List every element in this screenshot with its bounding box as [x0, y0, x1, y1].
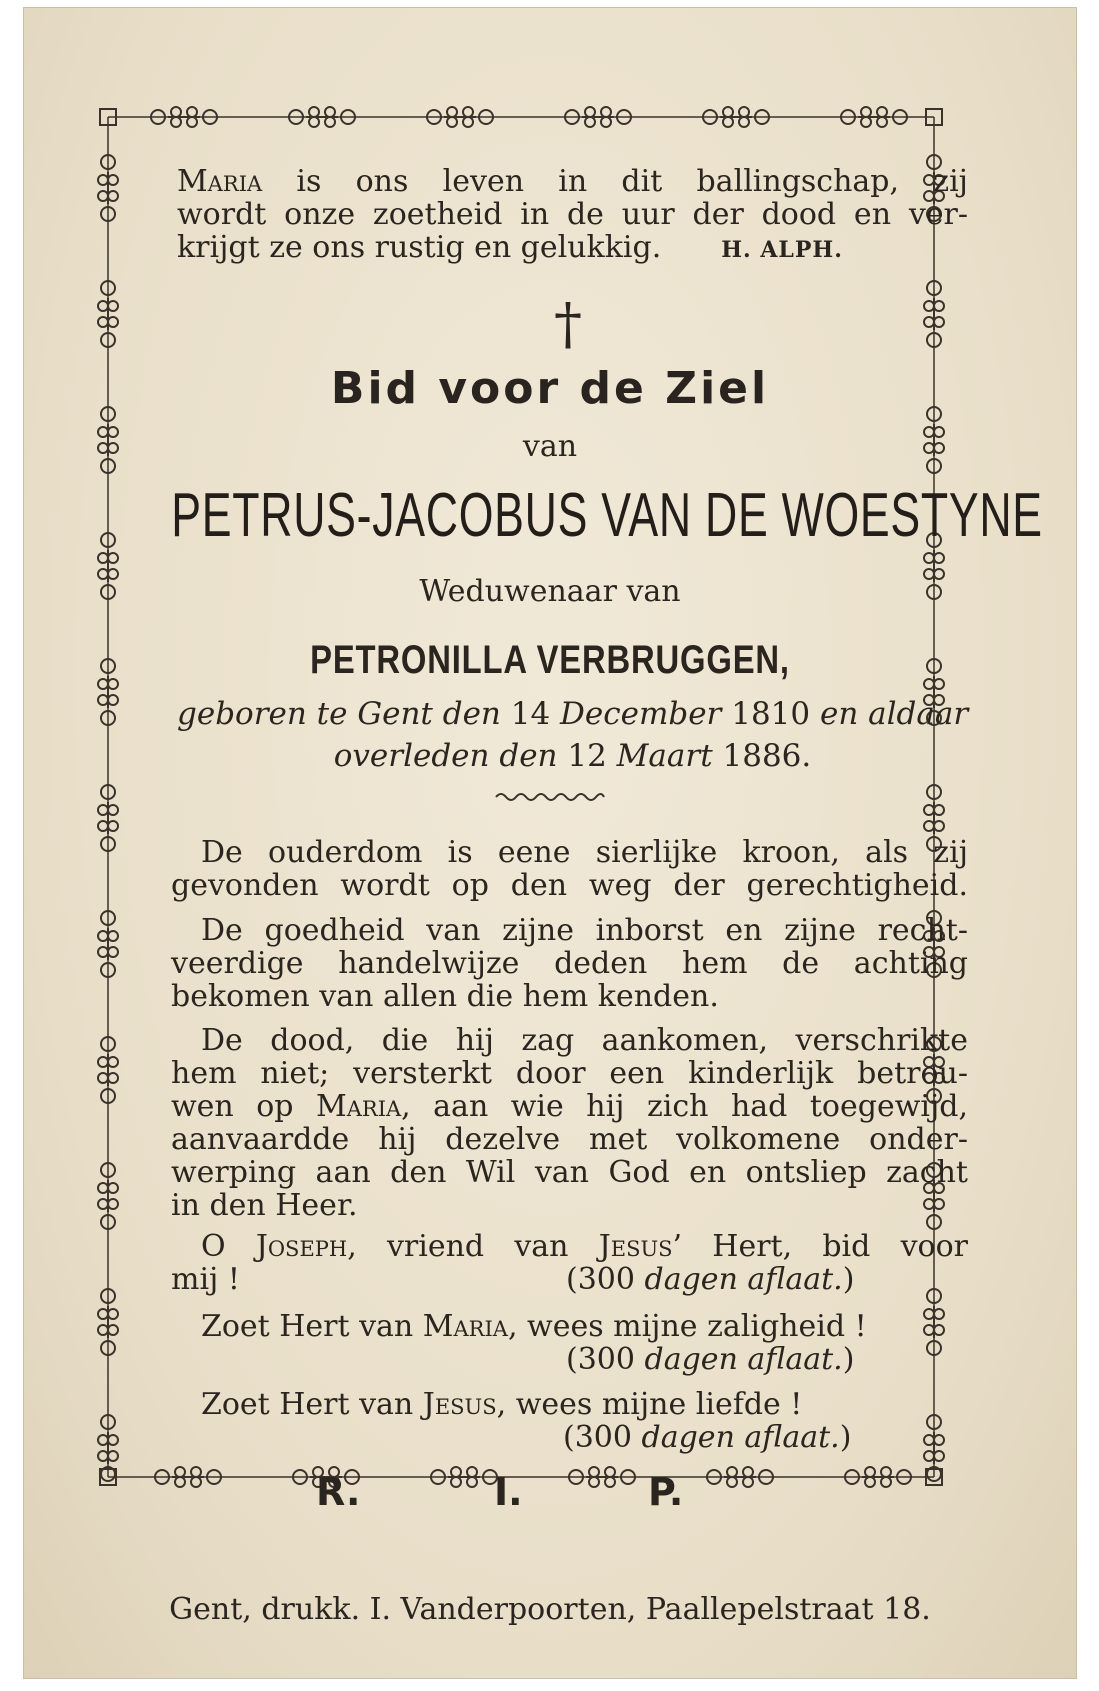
p1-line-2: gevonden wordt op den weg der gerechtigheid.	[171, 868, 968, 903]
rip-p: P.	[648, 1470, 684, 1514]
prayer-jesus	[171, 1388, 968, 1454]
p6-line-2	[171, 1421, 968, 1454]
memorial-card	[24, 8, 1076, 1678]
p6-line-1: Zoet Hert van Jesus, wees mijne liefde !	[201, 1387, 803, 1422]
p3-line-2: hem niet; versterkt door een kinderlijk betrou-	[171, 1056, 968, 1091]
cross-icon: †	[554, 292, 582, 357]
indulgence-note-2: (300 dagen aflaat.)	[566, 1342, 855, 1377]
p3-line-6: in den Heer.	[171, 1188, 358, 1223]
death-line: overleden den 12 Maart 1886.	[333, 738, 812, 774]
indulgence-note-3: (300 dagen aflaat.)	[563, 1420, 852, 1455]
p4-line-2: mij ! (300 dagen aflaat.)	[171, 1262, 855, 1297]
heading-pray-for-soul: Bid voor de Ziel	[330, 363, 770, 414]
indulgence-note-1: (300 dagen aflaat.)	[566, 1262, 855, 1297]
prayer-maria	[171, 1310, 968, 1376]
p3-line-4: aanvaardde hij dezelve met volkomene onder-	[171, 1122, 968, 1157]
birth-line: geboren te Gent den 14 December 1810 en aldaar	[177, 696, 969, 732]
p1-line-1: De ouderdom is eene sierlijke kroon, als zij	[201, 835, 968, 870]
p4-line-1: O Joseph, vriend van Jesus’ Hert, bid voor	[201, 1229, 968, 1264]
quote-attribution: H. ALPH.	[721, 237, 843, 263]
wave-divider-icon	[494, 790, 606, 804]
p3-line-3: wen op Maria, aan wie hij zich had toegewijd,	[171, 1089, 969, 1124]
p3-line-5: werping aan den Wil van God en ontsliep zacht	[171, 1155, 968, 1190]
quote-line-1: Maria is ons leven in dit ballingschap, zij	[177, 164, 968, 199]
paragraph-death	[171, 1024, 968, 1222]
rip-r: R.	[316, 1470, 361, 1514]
paragraph-character	[171, 914, 968, 1013]
relation-label: Weduwenaar van	[419, 574, 681, 609]
deceased-name: PETRUS-JACOBUS VAN DE WOESTYNE	[171, 481, 1043, 550]
prayer-joseph	[171, 1230, 968, 1296]
p2-line-3: bekomen van allen die hem kenden.	[171, 979, 719, 1014]
printer-imprint: Gent, drukk. I. Vanderpoorten, Paallepelstraat 18.	[169, 1592, 931, 1627]
paragraph-old-age	[171, 836, 968, 902]
p5-line-2	[171, 1343, 968, 1376]
p5-line-1: Zoet Hert van Maria, wees mijne zaligheid !	[201, 1309, 867, 1344]
quote-line-3: krijgt ze ons rustig en gelukkig. H. ALPH.	[177, 230, 843, 265]
quote-line-2: wordt onze zoetheid in de uur der dood en ver-	[177, 197, 968, 232]
marian-quote	[177, 165, 968, 264]
p3-line-1: De dood, die hij zag aankomen, verschrikte	[201, 1023, 968, 1058]
p2-line-1: De goedheid van zijne inborst en zijne recht-	[201, 913, 968, 948]
spouse-name: PETRONILLA VERBRUGGEN,	[310, 638, 790, 682]
p2-line-2: veerdige handelwijze deden hem de achting	[171, 946, 968, 981]
heading-van: van	[522, 429, 578, 464]
rip-i: I.	[494, 1470, 523, 1514]
